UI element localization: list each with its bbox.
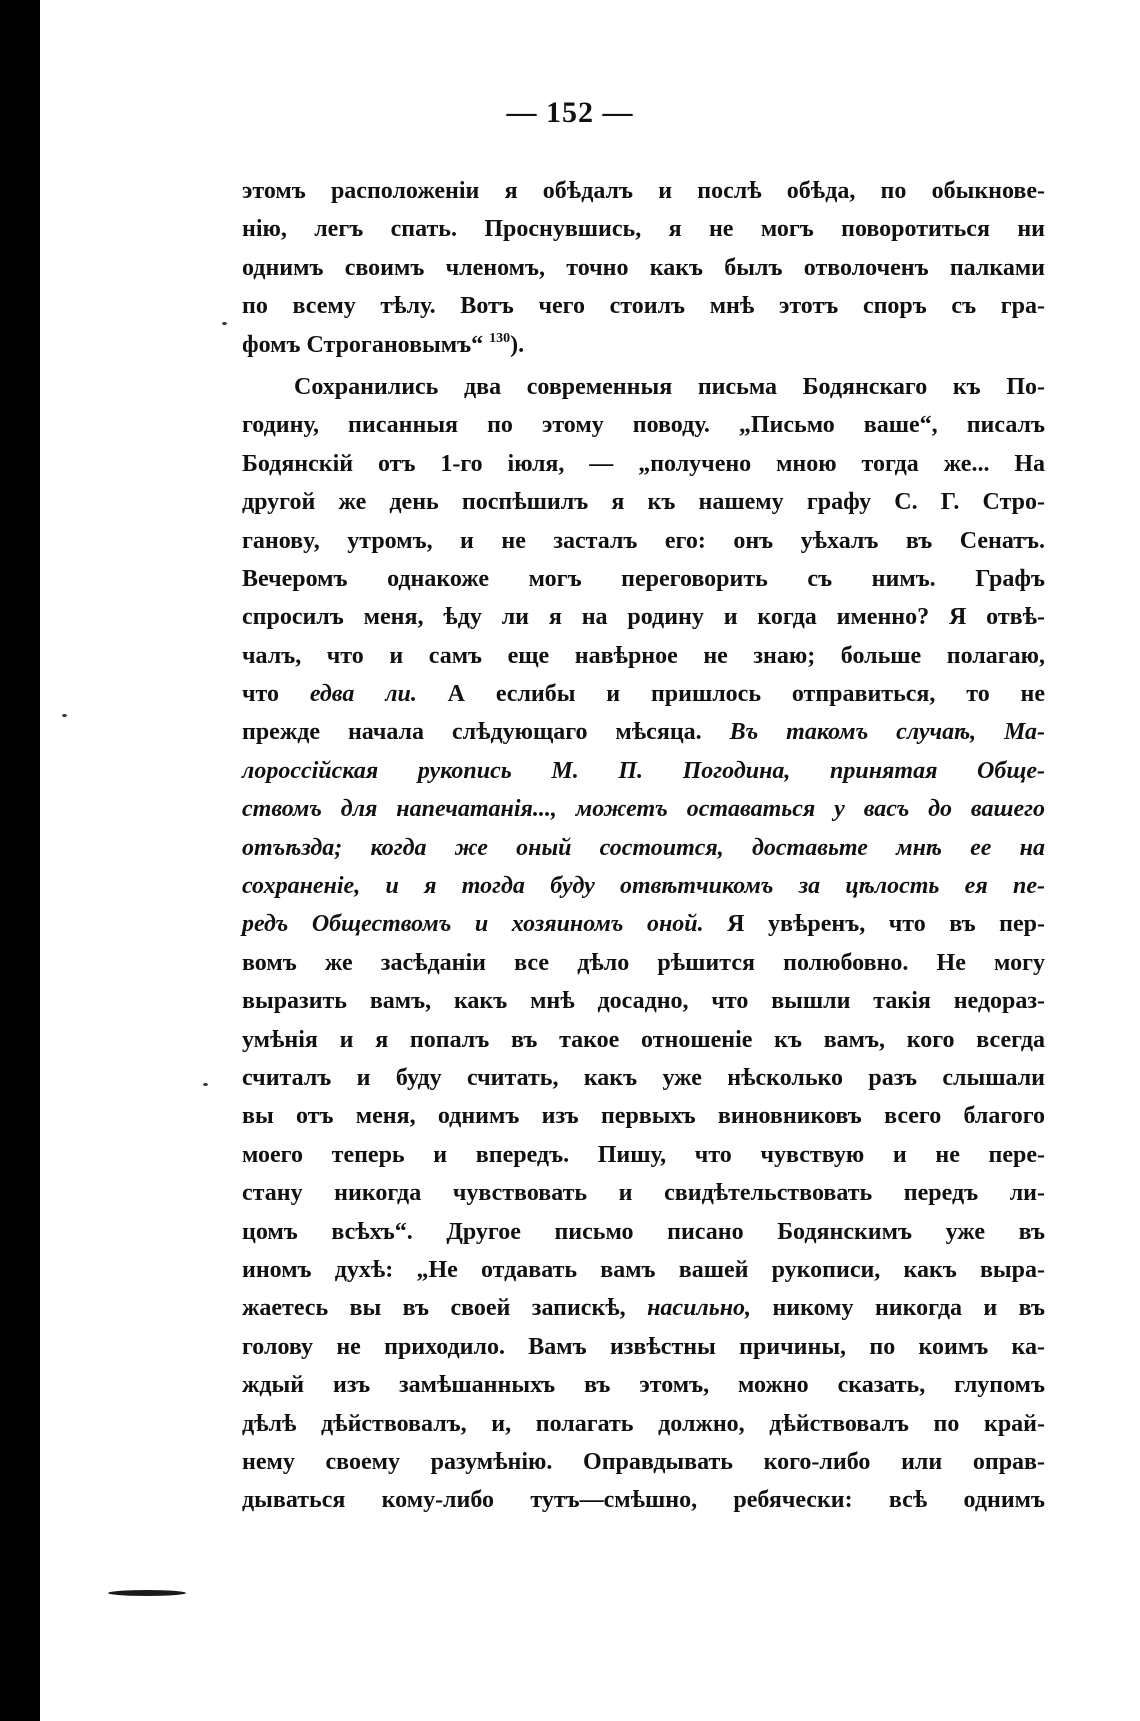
paragraph-2 (242, 368, 1045, 1520)
text-line: считалъ и буду считать, какъ уже нѣсколько разъ слышали (242, 1064, 1045, 1091)
stray-ink-mark (203, 1083, 208, 1086)
text-span: прежде начала слѣдующаго мѣсяца. (242, 719, 730, 746)
text-line (242, 790, 1045, 828)
text-line: Сохранились два современныя письма Бодянскаго къ По- (294, 373, 1045, 400)
text-span: А еслибы и пришлось отправиться, то не (416, 681, 1046, 708)
text-line (242, 326, 1045, 364)
text-line (242, 675, 1045, 713)
text-line: умѣнiя и я попалъ въ такое отношенiе къ вамъ, кого всегда (242, 1026, 1045, 1053)
text-span: Я увѣренъ, что въ пер- (703, 911, 1046, 938)
text-line: нему своему разумѣнiю. Оправдывать кого-либо или оправ- (242, 1448, 1045, 1475)
italic-text: ствомъ для напечатанiя..., можетъ оставаться у васъ до вашего (242, 796, 1045, 823)
text-span: фомъ Строгановымъ“ (242, 331, 484, 358)
text-line: Бодянскiй отъ 1-го iюля, — „получено мною тогда же... На (242, 450, 1045, 477)
text-line: гановy, утромъ, и не засталъ его: онъ уѣхалъ въ Сенатъ. (242, 527, 1045, 554)
italic-text: едва ли. (309, 681, 417, 708)
text-line: однимъ своимъ членомъ, точно какъ былъ отволоченъ палками (242, 254, 1045, 281)
text-line: вы отъ меня, однимъ изъ первыхъ виновниковъ всего благого (242, 1103, 1045, 1130)
text-line: этомъ расположенiи я обѣдалъ и послѣ обѣда, по обыкнове- (242, 178, 1045, 204)
text-line (242, 867, 1045, 905)
text-line (242, 713, 1045, 751)
text-line: цомъ всѣхъ“. Другое письмо писано Бодянскимъ уже въ (242, 1218, 1045, 1245)
italic-text: редъ Обществомъ и хозяиномъ оной. (242, 911, 704, 938)
text-span: жаетесь вы въ своей запискѣ, (242, 1295, 648, 1322)
text-line: другой же день поспѣшилъ я къ нашему графу С. Г. Стро- (242, 489, 1045, 516)
text-line: дѣлѣ дѣйствовалъ, и, полагать должно, дѣйствовалъ по край- (242, 1410, 1045, 1437)
italic-text: Въ такомъ случаѣ, Ма- (729, 719, 1045, 746)
stray-ink-mark (222, 322, 227, 325)
text-span: никому никогда и въ (751, 1295, 1045, 1322)
body-text (242, 172, 1045, 1520)
italic-text: насильно, (647, 1295, 752, 1322)
text-span: ). (510, 331, 525, 358)
text-line: голову не приходило. Вамъ извѣстны причины, по коимъ ка- (242, 1333, 1045, 1360)
text-line (242, 829, 1045, 867)
italic-text: лороссiйская рукопись М. П. Погодина, принятая Обще- (242, 757, 1045, 784)
text-line (242, 752, 1045, 790)
text-span: что (242, 681, 310, 708)
italic-text: отъѣзда; когда же оный состоится, доставьте мнѣ ее на (242, 834, 1045, 861)
text-line: вомъ же засѣданiи все дѣло рѣшится полюбовно. Не могу (242, 949, 1045, 976)
text-line: ждый изъ замѣшанныхъ въ этомъ, можно сказать, глупомъ (242, 1372, 1045, 1399)
text-line: иномъ духѣ: „Не отдавать вамъ вашей рукописи, какъ выра- (242, 1256, 1045, 1283)
text-line: моего теперь и впередъ. Пишу, что чувствую и не пере- (242, 1141, 1045, 1168)
stray-ink-mark (62, 714, 67, 717)
italic-text: сохраненiе, и я тогда буду отвѣтчикомъ за цѣлость ея пе- (242, 873, 1045, 900)
text-line: нiю, легъ спать. Проснувшись, я не могъ поворотиться ни (242, 216, 1045, 243)
text-line: спросилъ меня, ѣду ли я на родину и когда именно? Я отвѣ- (242, 604, 1045, 631)
text-line: Вечеромъ однакоже могъ переговорить съ нимъ. Графъ (242, 565, 1045, 592)
text-line: стану никогда чувствовать и свидѣтельствовать передъ ли- (242, 1180, 1045, 1207)
footnote-reference: 130 (489, 330, 511, 346)
text-line: дываться кому-либо тутъ—смѣшно, ребячески: всѣ однимъ (242, 1487, 1045, 1514)
scan-edge-shadow (0, 0, 40, 1721)
scan-smudge-mark (108, 1590, 186, 1596)
text-line: выразить вамъ, какъ мнѣ досадно, что вышли такiя недораз- (242, 988, 1045, 1015)
text-line: годину, писанныя по этому поводу. „Письмо ваше“, писалъ (242, 412, 1045, 439)
text-line: по всему тѣлу. Вотъ чего стоилъ мнѣ этотъ споръ съ гра- (242, 293, 1045, 320)
text-line (242, 905, 1045, 943)
text-line: чалъ, что и самъ еще навѣрное не знаю; больше полагаю, (242, 642, 1045, 669)
paragraph-1 (242, 172, 1045, 364)
page-number: — 152 — (506, 96, 634, 129)
text-line (242, 1289, 1045, 1327)
